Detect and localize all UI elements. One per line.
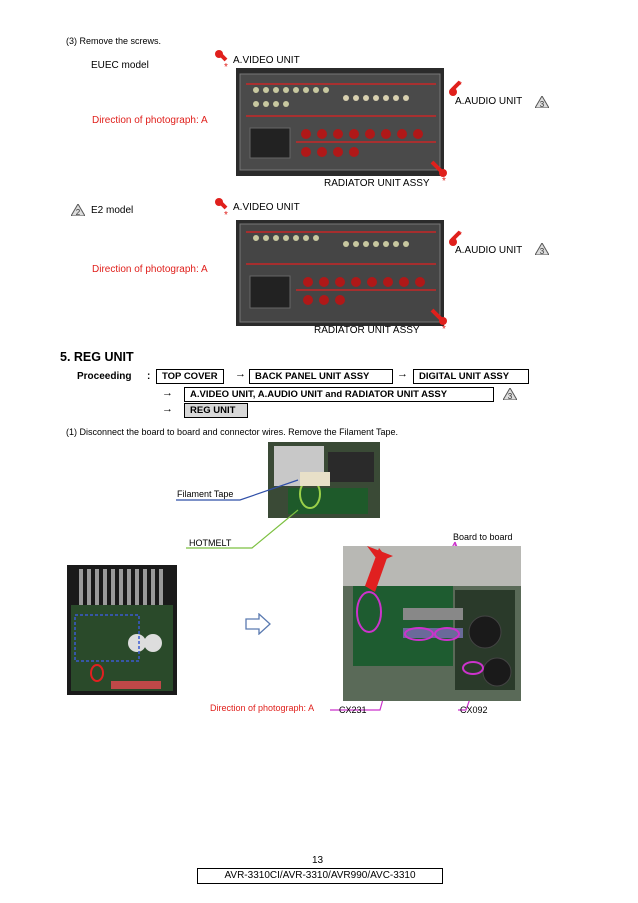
screw-icon <box>214 198 230 225</box>
svg-text:*: * <box>442 176 446 184</box>
screw-icon <box>214 50 230 77</box>
e2-video-unit-label: A.VIDEO UNIT <box>233 202 300 213</box>
proceeding-label: Proceeding <box>77 371 132 382</box>
step-reg-unit: REG UNIT <box>184 403 248 418</box>
e2-radiator-unit-label: RADIATOR UNIT ASSY <box>314 325 420 336</box>
euec-radiator-unit-label: RADIATOR UNIT ASSY <box>324 178 430 189</box>
service-mark-triangle-icon <box>503 388 517 400</box>
svg-text:*: * <box>458 230 462 241</box>
arrow-right-icon: → <box>162 403 173 415</box>
svg-text:*: * <box>224 210 228 220</box>
service-mark-number: 3 <box>507 392 513 400</box>
filament-tape-label: Filament Tape <box>177 489 234 499</box>
euec-model-label: EUEC model <box>91 60 149 71</box>
e2-direction-label: Direction of photograph: A <box>92 264 208 275</box>
arrow-right-icon: → <box>162 387 173 399</box>
e2-audio-unit-label: A.AUDIO UNIT <box>455 245 523 256</box>
service-mark-triangle-icon <box>71 204 85 216</box>
arrow-right-icon: → <box>235 368 246 380</box>
cx092-label: CX092 <box>460 705 488 715</box>
e2-back-panel-photo <box>236 220 444 326</box>
screw-icon <box>448 228 464 255</box>
service-mark-number: 3 <box>539 100 545 108</box>
e2-model-label: E2 model <box>91 205 134 216</box>
euec-direction-label: Direction of photograph: A <box>92 115 208 126</box>
board-to-board-photo <box>343 546 521 701</box>
step-digital-unit-assy: DIGITAL UNIT ASSY <box>413 369 529 384</box>
arrow-right-icon: → <box>397 368 408 380</box>
step1-instruction: (1) Disconnect the board to board and connector wires. Remove the Filament Tape. <box>66 427 399 437</box>
service-mark-number: 3 <box>539 247 545 255</box>
board-to-board-label: Board to board <box>453 532 513 542</box>
service-mark-triangle-icon <box>535 96 549 108</box>
step-video-audio-radiator: A.VIDEO UNIT, A.AUDIO UNIT and RADIATOR UNIT ASSY <box>184 387 494 402</box>
screw-icon <box>428 306 448 337</box>
page-number: 13 <box>312 855 324 866</box>
cx231-label: CX231 <box>339 705 367 715</box>
euec-video-unit-label: A.VIDEO UNIT <box>233 55 300 66</box>
section-title: 5. REG UNIT <box>60 350 134 364</box>
screw-icon <box>428 158 448 189</box>
euec-audio-unit-label: A.AUDIO UNIT <box>455 96 523 107</box>
screw-icon <box>448 78 464 105</box>
svg-text:*: * <box>458 80 462 91</box>
model-footer: AVR-3310CI/AVR-3310/AVR990/AVC-3310 <box>197 868 443 884</box>
service-mark-triangle-icon <box>535 243 549 255</box>
hotmelt-label: HOTMELT <box>189 538 232 548</box>
hollow-arrow-right-icon <box>245 613 271 640</box>
step3-instruction: (3) Remove the screws. <box>66 36 162 46</box>
proceeding-colon: : <box>147 371 151 382</box>
step-top-cover: TOP COVER <box>156 369 224 384</box>
euec-back-panel-photo <box>236 68 444 176</box>
svg-text:*: * <box>224 62 228 72</box>
step-back-panel-unit-assy: BACK PANEL UNIT ASSY <box>249 369 393 384</box>
step1-direction-label: Direction of photograph: A <box>210 703 315 713</box>
reg-unit-photo <box>67 565 177 695</box>
svg-text:*: * <box>442 324 446 332</box>
service-mark-number: 2 <box>75 208 81 216</box>
